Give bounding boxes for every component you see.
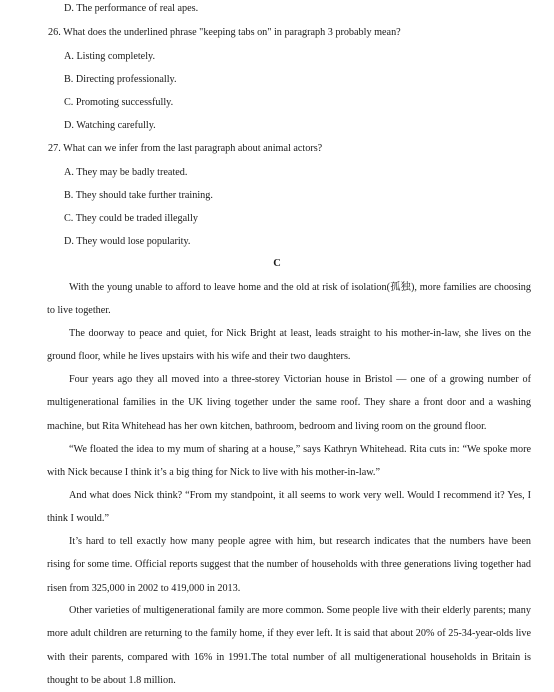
passage-paragraph-2: The doorway to peace and quiet, for Nick Bright at least, leads straight to his mother-in-law, she lives on the ground floor, while he lives upstairs with his wife and their two daughters. — [47, 328, 531, 363]
q26-option-c: C. Promoting successfully. — [64, 97, 174, 108]
passage-paragraph-5: And what does Nick think? “From my standpoint, it all seems to work very well. Would I recommend it? Yes, I think I would.” — [47, 490, 531, 525]
q27-option-a: A. They may be badly treated. — [64, 167, 188, 178]
passage-paragraph-7: Other varieties of multigenerational family are more common. Some people live with their elderly parents; many more adult children are returning to the family home, if they ever left. It is said that about 20% of 25-34-year-olds live with their parents, compared with 16% in 1991.The total number of all multigenerational households in Britain is thought to be about 1.8 million. — [47, 605, 531, 686]
passage-paragraph-4: “We floated the idea to my mum of sharing at a house,” says Kathryn Whitehead. Rita cuts in: “We spoke more with Nick because I think it’s a big thing for Nick to live with his mother-in-law.” — [47, 444, 531, 479]
q26-option-d: D. Watching carefully. — [64, 120, 156, 131]
passage-paragraph-1: With the young unable to afford to leave home and the old at risk of isolation(孤独), more families are choosing to live together. — [47, 282, 531, 317]
passage-paragraph-3: Four years ago they all moved into a three-storey Victorian house in Bristol — one of a growing number of multigenerational families in the UK living together under the same roof. They share a front door and a washing machine, but Rita Whitehead has her own kitchen, bathroom, bedroom and living room on the ground floor. — [47, 374, 531, 432]
q27-stem: 27. What can we infer from the last paragraph about animal actors? — [48, 143, 323, 154]
q25-option-d: D. The performance of real apes. — [64, 3, 199, 14]
q27-option-b: B. They should take further training. — [64, 190, 213, 201]
q27-option-c: C. They could be traded illegally — [64, 213, 198, 224]
q26-option-b: B. Directing professionally. — [64, 74, 177, 85]
q27-option-d: D. They would lose popularity. — [64, 236, 191, 247]
section-heading: C — [273, 258, 281, 269]
q26-stem: 26. What does the underlined phrase "keeping tabs on" in paragraph 3 probably mean? — [48, 27, 401, 38]
passage-paragraph-6: It’s hard to tell exactly how many people agree with him, but research indicates that the numbers have been rising for some time. Official reports suggest that the number of households with three generations living together had risen from 325,000 in 2002 to 419,000 in 2013. — [47, 536, 531, 594]
q26-option-a: A. Listing completely. — [64, 51, 156, 62]
